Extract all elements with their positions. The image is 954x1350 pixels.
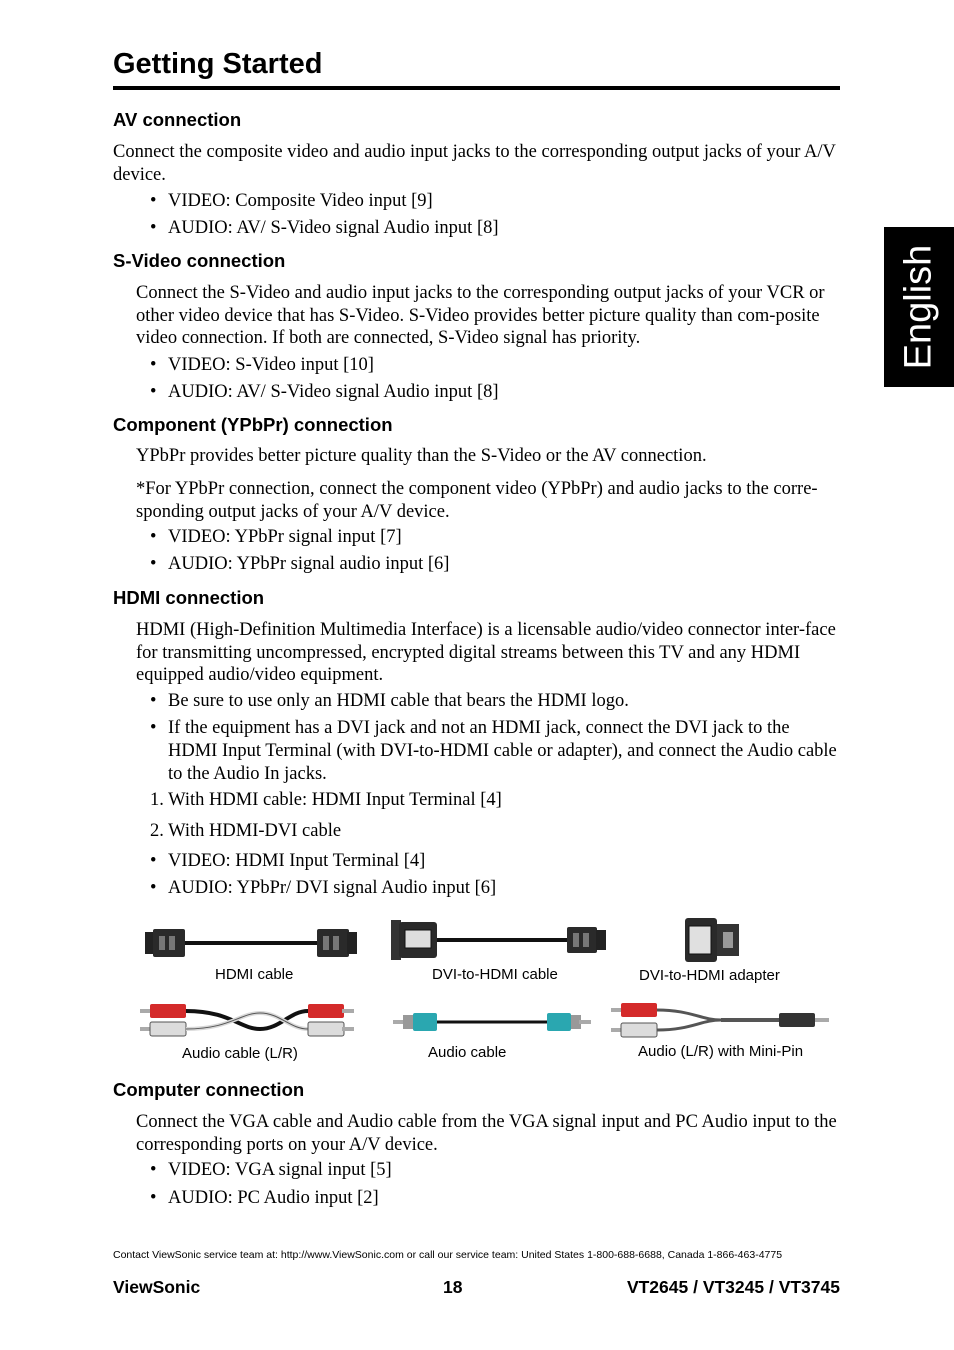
component-body-2: *For YPbPr connection, connect the component video (YPbPr) and audio jacks to the corre-sponding output jacks of your A/V device. (136, 479, 818, 522)
dvi-to-hdmi-adapter-image (685, 916, 741, 964)
computer-body: Connect the VGA cable and Audio cable from the VGA signal input and PC Audio input to the corresponding ports on your A/V device. (136, 1112, 837, 1155)
audio-cable-caption: Audio cable (428, 1044, 507, 1061)
language-tab (884, 227, 954, 387)
hdmi-step-1: 1. With HDMI cable: HDMI Input Terminal [4] (150, 790, 502, 810)
footer-contact: Contact ViewSonic service team at: http://www.ViewSonic.com or call our service team: United States 1-800-688-6688, Canada 1-866-463-4775 (113, 1249, 783, 1261)
hdmi-step-2: 2. With HDMI-DVI cable (150, 821, 342, 841)
dvi-to-hdmi-adapter-caption: DVI-to-HDMI adapter (639, 967, 780, 984)
hdmi-bullet-audio: • AUDIO: YPbPr/ DVI signal Audio input [6] (150, 878, 497, 898)
svideo-bullet-audio: • AUDIO: AV/ S-Video signal Audio input [8] (150, 382, 499, 402)
hdmi-cable-image (145, 926, 357, 962)
audio-cable-image (393, 1012, 591, 1032)
audio-minipin-cable-image (611, 1002, 829, 1040)
av-heading: AV connection (113, 109, 242, 130)
computer-bullet-video: • VIDEO: VGA signal input [5] (150, 1160, 392, 1180)
hdmi-body: HDMI (High-Definition Multimedia Interface) is a licensable audio/video connector inter-face for transmitting uncompressed, encrypted digital streams between this TV and any HDMI equipped audio/video equipment. (136, 620, 836, 685)
hdmi-bullet-video: • VIDEO: HDMI Input Terminal [4] (150, 851, 426, 871)
computer-bullet-audio: • AUDIO: PC Audio input [2] (150, 1188, 379, 1208)
dvi-to-hdmi-cable-image (391, 918, 606, 963)
av-body: Connect the composite video and audio input jacks to the corresponding output jacks of your A/V device. (113, 142, 836, 185)
title-rule (113, 86, 840, 90)
component-bullet-video: • VIDEO: YPbPr signal input [7] (150, 527, 402, 547)
audio-minipin-cable-caption: Audio (L/R) with Mini-Pin (638, 1043, 804, 1060)
audio-cable-lr-caption: Audio cable (L/R) (182, 1045, 298, 1062)
hdmi-heading: HDMI connection (113, 587, 265, 608)
av-bullet-video: • VIDEO: Composite Video input [9] (150, 191, 433, 211)
page-number: 18 (443, 1277, 463, 1297)
av-bullet-audio: • AUDIO: AV/ S-Video signal Audio input [8] (150, 218, 499, 238)
computer-heading: Computer connection (113, 1079, 305, 1100)
hdmi-cable-caption: HDMI cable (215, 966, 294, 983)
component-body-1: YPbPr provides better picture quality than the S-Video or the AV connection. (136, 446, 707, 466)
footer-model: VT2645 / VT3245 / VT3745 (626, 1277, 840, 1297)
component-heading: Component (YPbPr) connection (113, 414, 393, 435)
svideo-bullet-video: • VIDEO: S-Video input [10] (150, 355, 374, 375)
footer-brand: ViewSonic (113, 1277, 201, 1297)
hdmi-bullet-logo: • Be sure to use only an HDMI cable that bears the HDMI logo. (150, 691, 629, 711)
language-tab-label: English (897, 244, 940, 370)
svideo-heading: S-Video connection (113, 250, 286, 271)
dvi-to-hdmi-cable-caption: DVI-to-HDMI cable (432, 966, 558, 983)
component-bullet-audio: • AUDIO: YPbPr signal audio input [6] (150, 554, 450, 574)
hdmi-bullet-dvi: • If the equipment has a DVI jack and not an HDMI jack, connect the DVI jack to the HDMI Input Terminal (with DVI-to-HDMI cable or adapter), and connect the Audio cable to the Audio In jacks. (150, 718, 837, 784)
audio-cable-lr-image (140, 1003, 354, 1039)
svideo-body: Connect the S-Video and audio input jacks to the corresponding output jacks of your VCR or other video device that has S-Video. S-Video provides better picture quality than com-posite video connection. If both are connected, S-Video signal has priority. (136, 283, 825, 348)
page-title: Getting Started (113, 48, 323, 80)
